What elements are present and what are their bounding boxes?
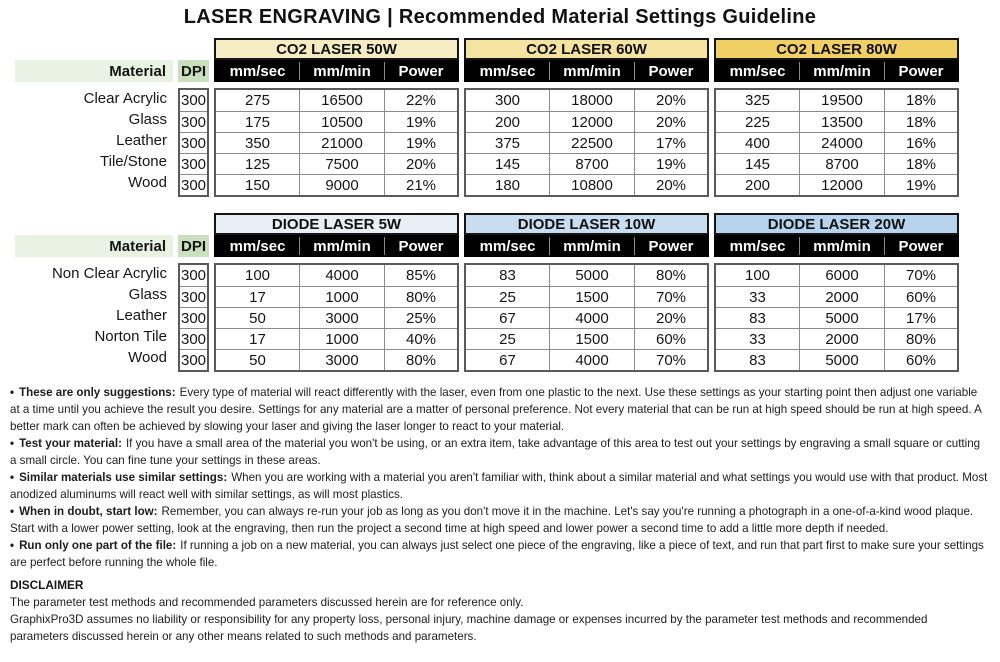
setting-value: 50 <box>216 349 299 370</box>
setting-value: 25 <box>466 328 549 349</box>
setting-value: 12000 <box>549 111 634 132</box>
setting-value: 19% <box>384 132 457 153</box>
setting-value: 20% <box>634 307 707 328</box>
material-column-header: Material <box>15 60 173 82</box>
setting-value: 175 <box>216 111 299 132</box>
setting-value: 275 <box>244 92 271 109</box>
setting-value: 33 <box>716 328 799 349</box>
data-rows <box>15 263 1000 372</box>
setting-value: 12000 <box>799 174 884 195</box>
value-column-header: mm/min <box>299 62 384 80</box>
material-name: Wood <box>128 349 167 366</box>
value-column-header: Power <box>384 237 457 255</box>
setting-value: 19% <box>634 153 707 174</box>
value-column-header: mm/sec <box>729 237 786 255</box>
value-column-headers <box>714 235 959 257</box>
value-column-headers <box>464 235 709 257</box>
setting-value: 180 <box>466 174 549 195</box>
material-name: Glass <box>128 111 167 128</box>
bullet-icon: • <box>10 471 15 484</box>
note-lead: These are only suggestions: <box>19 386 176 399</box>
material-name: Norton Tile <box>94 328 167 345</box>
column-header-row <box>15 235 1000 257</box>
note-text: If you have a small area of the material you won't be using, or an extra item, take advantage of this area to test out your settings by engraving a small square or cutting a small circle. You can fine tune your settings in these areas. <box>10 437 981 467</box>
setting-value: 80% <box>384 349 457 370</box>
value-column-header: mm/min <box>549 62 634 80</box>
disclaimer <box>10 577 988 645</box>
dpi-value: 300 <box>180 111 207 132</box>
setting-value: 3000 <box>299 307 384 328</box>
settings-table-diode-0 <box>214 263 459 372</box>
setting-value: 1500 <box>549 286 634 307</box>
material-labels <box>15 88 173 197</box>
setting-value: 17 <box>216 286 299 307</box>
setting-value: 60% <box>884 349 957 370</box>
setting-value: 18% <box>884 111 957 132</box>
setting-value: 375 <box>466 132 549 153</box>
setting-value: 1000 <box>299 286 384 307</box>
settings-table-co2-2 <box>714 88 959 197</box>
setting-value: 8700 <box>799 153 884 174</box>
setting-value: 1500 <box>549 328 634 349</box>
setting-value: 300 <box>494 92 521 109</box>
page-title: LASER ENGRAVING | Recommended Material Settings Guideline <box>183 6 817 28</box>
setting-value: 20% <box>634 174 707 195</box>
material-name: Leather <box>116 132 167 149</box>
setting-value: 18% <box>884 153 957 174</box>
setting-value: 125 <box>216 153 299 174</box>
notes-list <box>10 384 988 571</box>
dpi-table <box>178 88 209 197</box>
setting-value: 145 <box>466 153 549 174</box>
note-text: Remember, you can always re-run your job as long as you don't move it in the machine. Let's say you're running a photograph in a one-of-a-kind wood plaque. Start with a lower power setting, look at the engraving, then run the project a second time at high speed and lower power a second time to add a little more depth if needed. <box>10 505 974 535</box>
setting-value: 200 <box>466 111 549 132</box>
setting-value: 100 <box>744 267 771 284</box>
setting-value: 4000 <box>299 265 384 286</box>
material-name: Wood <box>128 174 167 191</box>
bullet-icon: • <box>10 437 15 450</box>
setting-value: 80% <box>384 286 457 307</box>
value-column-headers <box>464 60 709 82</box>
note-lead: Run only one part of the file: <box>19 539 177 552</box>
note-lead: Similar materials use similar settings: <box>19 471 228 484</box>
laser-band-row <box>15 213 1000 235</box>
setting-value: 17% <box>884 307 957 328</box>
setting-value: 19% <box>384 111 457 132</box>
note-item <box>10 384 988 435</box>
settings-tables <box>0 38 1000 372</box>
setting-value: 70% <box>634 349 707 370</box>
setting-value: 21% <box>384 174 457 195</box>
value-column-headers <box>714 60 959 82</box>
material-name: Glass <box>128 286 167 303</box>
setting-value: 33 <box>716 286 799 307</box>
setting-value: 16500 <box>299 90 384 111</box>
setting-value: 18000 <box>549 90 634 111</box>
value-column-header: Power <box>884 62 957 80</box>
setting-value: 24000 <box>799 132 884 153</box>
setting-value: 150 <box>216 174 299 195</box>
setting-value: 6000 <box>799 265 884 286</box>
laser-section-co2 <box>15 38 1000 197</box>
setting-value: 17 <box>216 328 299 349</box>
material-labels <box>15 263 173 372</box>
laser-header-diode-1: DIODE LASER 10W <box>464 213 709 235</box>
setting-value: 19% <box>884 174 957 195</box>
material-name: Non Clear Acrylic <box>51 265 167 282</box>
dpi-column-header: DPI <box>178 60 209 82</box>
value-column-headers <box>214 235 459 257</box>
value-column-header: Power <box>884 237 957 255</box>
setting-value: 5000 <box>799 307 884 328</box>
setting-value: 83 <box>716 349 799 370</box>
setting-value: 83 <box>499 267 516 284</box>
material-name: Leather <box>116 307 167 324</box>
dpi-value: 300 <box>180 92 207 109</box>
material-name: Clear Acrylic <box>83 90 167 107</box>
setting-value: 13500 <box>799 111 884 132</box>
setting-value: 5000 <box>549 265 634 286</box>
value-column-header: Power <box>634 237 707 255</box>
setting-value: 20% <box>634 90 707 111</box>
setting-value: 70% <box>884 265 957 286</box>
setting-value: 350 <box>216 132 299 153</box>
setting-value: 225 <box>716 111 799 132</box>
value-column-header: mm/min <box>799 237 884 255</box>
setting-value: 50 <box>216 307 299 328</box>
settings-table-co2-1 <box>464 88 709 197</box>
setting-value: 20% <box>634 111 707 132</box>
setting-value: 40% <box>384 328 457 349</box>
dpi-value: 300 <box>180 267 207 284</box>
disclaimer-line: GraphixPro3D assumes no liability or responsibility for any property loss, personal injury, machine damage or expenses incurred by the parameter test methods and recommended parameters discussed herein or any other means related to such methods and parameters. <box>10 613 928 643</box>
bullet-icon: • <box>10 505 15 518</box>
laser-header-co2-1: CO2 LASER 60W <box>464 38 709 60</box>
value-column-header: Power <box>634 62 707 80</box>
dpi-value: 300 <box>180 349 207 370</box>
setting-value: 10500 <box>299 111 384 132</box>
setting-value: 25 <box>466 286 549 307</box>
dpi-value: 300 <box>180 328 207 349</box>
setting-value: 16% <box>884 132 957 153</box>
setting-value: 20% <box>384 153 457 174</box>
dpi-value: 300 <box>180 174 207 195</box>
band-spacer <box>15 213 209 235</box>
dpi-value: 300 <box>180 153 207 174</box>
setting-value: 1000 <box>299 328 384 349</box>
note-item <box>10 503 988 537</box>
value-column-header: mm/sec <box>729 62 786 80</box>
setting-value: 145 <box>716 153 799 174</box>
setting-value: 200 <box>716 174 799 195</box>
setting-value: 5000 <box>799 349 884 370</box>
settings-table-diode-1 <box>464 263 709 372</box>
setting-value: 17% <box>634 132 707 153</box>
setting-value: 22% <box>384 90 457 111</box>
note-text: When you are working with a material you aren't familiar with, think about a similar material and what settings you would use with that product. Most anodized aluminums will react well with similar settings, as will most plastics. <box>10 471 988 501</box>
bullet-icon: • <box>10 386 15 399</box>
dpi-column-header: DPI <box>178 235 209 257</box>
setting-value: 70% <box>634 286 707 307</box>
setting-value: 25% <box>384 307 457 328</box>
setting-value: 10800 <box>549 174 634 195</box>
setting-value: 7500 <box>299 153 384 174</box>
value-column-header: mm/sec <box>479 62 536 80</box>
setting-value: 80% <box>884 328 957 349</box>
settings-table-co2-0 <box>214 88 459 197</box>
setting-value: 4000 <box>549 307 634 328</box>
material-name: Tile/Stone <box>100 153 167 170</box>
note-item <box>10 435 988 469</box>
disclaimer-lines <box>10 594 988 645</box>
data-rows <box>15 88 1000 197</box>
setting-value: 100 <box>244 267 271 284</box>
laser-header-diode-0: DIODE LASER 5W <box>214 213 459 235</box>
setting-value: 9000 <box>299 174 384 195</box>
setting-value: 60% <box>634 328 707 349</box>
laser-header-co2-0: CO2 LASER 50W <box>214 38 459 60</box>
note-text: Every type of material will react differently with the laser, even from one plastic to the next. Use these settings as your starting point then adjust one variable at a time until you achieve the result you desire. Settings for any material are a matter of personal preference. Not every material that can be run at high speed should be run at high speed. A better mark can often be achieved by slowing your laser and giving the laser longer to react to your material. <box>10 386 982 433</box>
band-spacer <box>15 38 209 60</box>
value-column-header: mm/sec <box>229 237 286 255</box>
value-column-headers <box>214 60 459 82</box>
note-lead: When in doubt, start low: <box>19 505 158 518</box>
setting-value: 2000 <box>799 286 884 307</box>
note-item <box>10 537 988 571</box>
value-column-header: mm/min <box>799 62 884 80</box>
value-column-header: mm/sec <box>229 62 286 80</box>
setting-value: 2000 <box>799 328 884 349</box>
setting-value: 18% <box>884 90 957 111</box>
setting-value: 21000 <box>299 132 384 153</box>
material-column-header: Material <box>15 235 173 257</box>
dpi-table <box>178 263 209 372</box>
setting-value: 8700 <box>549 153 634 174</box>
setting-value: 83 <box>716 307 799 328</box>
setting-value: 4000 <box>549 349 634 370</box>
note-text: If running a job on a new material, you can always just select one piece of the engraving, like a piece of text, and run that part first to make sure your settings are perfect before running the whole file. <box>10 539 984 569</box>
setting-value: 400 <box>716 132 799 153</box>
column-header-row <box>15 60 1000 82</box>
settings-table-diode-2 <box>714 263 959 372</box>
laser-section-diode <box>15 213 1000 372</box>
dpi-value: 300 <box>180 307 207 328</box>
setting-value: 67 <box>466 307 549 328</box>
setting-value: 19500 <box>799 90 884 111</box>
setting-value: 3000 <box>299 349 384 370</box>
setting-value: 325 <box>744 92 771 109</box>
note-lead: Test your material: <box>19 437 122 450</box>
setting-value: 22500 <box>549 132 634 153</box>
setting-value: 80% <box>634 265 707 286</box>
value-column-header: mm/sec <box>479 237 536 255</box>
disclaimer-line: The parameter test methods and recommended parameters discussed herein are for reference only. <box>10 596 524 609</box>
dpi-value: 300 <box>180 286 207 307</box>
laser-band-row <box>15 38 1000 60</box>
value-column-header: mm/min <box>299 237 384 255</box>
value-column-header: mm/min <box>549 237 634 255</box>
note-item <box>10 469 988 503</box>
laser-header-co2-2: CO2 LASER 80W <box>714 38 959 60</box>
laser-header-diode-2: DIODE LASER 20W <box>714 213 959 235</box>
disclaimer-heading: DISCLAIMER <box>10 578 84 592</box>
bullet-icon: • <box>10 539 15 552</box>
setting-value: 85% <box>384 265 457 286</box>
setting-value: 60% <box>884 286 957 307</box>
dpi-value: 300 <box>180 132 207 153</box>
setting-value: 67 <box>466 349 549 370</box>
value-column-header: Power <box>384 62 457 80</box>
